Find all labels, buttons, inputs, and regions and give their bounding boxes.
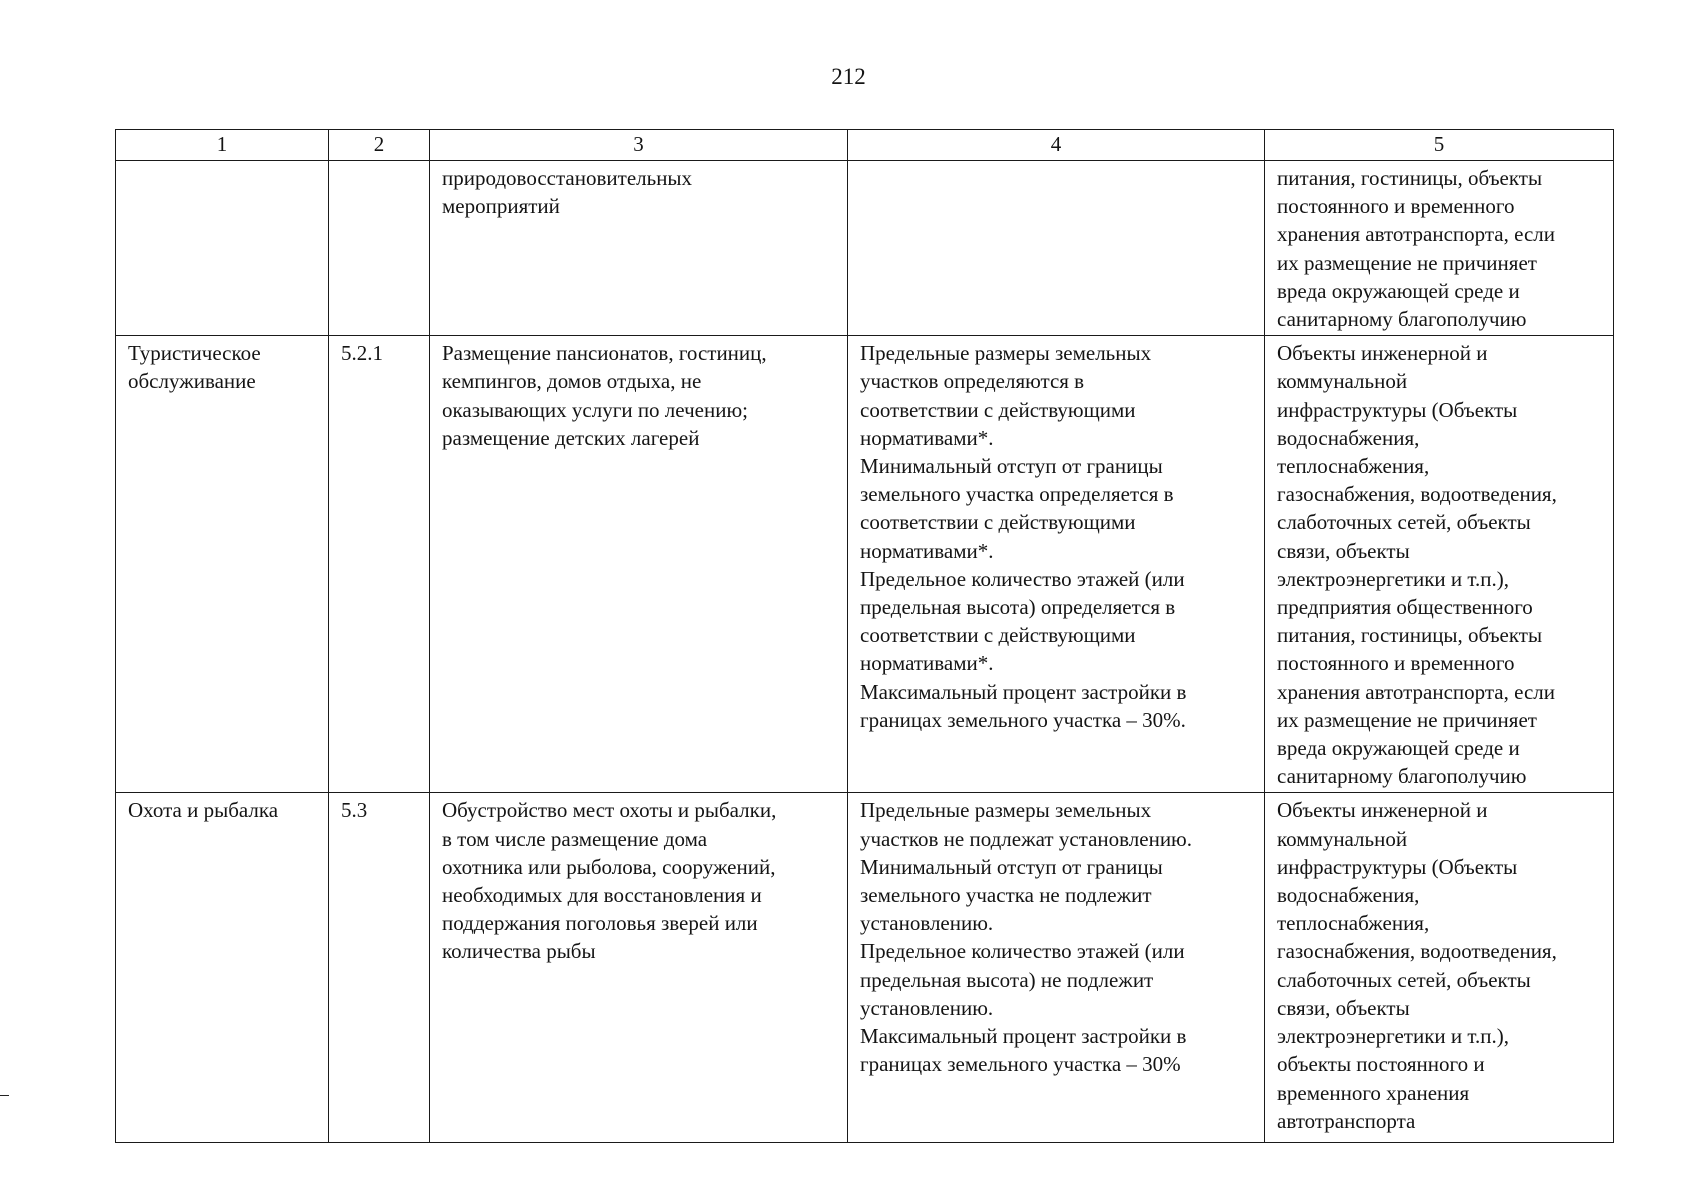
header-col-3: 3 <box>430 130 848 161</box>
cell-auxiliary-uses: Объекты инженерной и коммунальной инфраструктуры (Объекты водоснабжения, теплоснабжения, газоснабжения, водоотведения, слаботочных сетей, объекты связи, объекты электроэнергетики и т.п.), предприятия общественного питания, гостиницы, объекты постоянного и временного хранения автотранспорта, если их размещение не причиняет вреда окружающей среде и санитарному благополучию <box>1265 336 1614 793</box>
cell-use-description: природовосстановительных мероприятий <box>430 161 848 336</box>
cell-use-code: 5.3 <box>329 793 430 1143</box>
cell-use-code: 5.2.1 <box>329 336 430 793</box>
cell-auxiliary-uses: Объекты инженерной и коммунальной инфраструктуры (Объекты водоснабжения, теплоснабжения, газоснабжения, водоотведения, слаботочных сетей, объекты связи, объекты электроэнергетики и т.п.), объекты постоянного и временного хранения автотранспорта <box>1265 793 1614 1143</box>
table-header-row <box>116 130 1614 161</box>
cell-auxiliary-uses: питания, гостиницы, объекты постоянного и временного хранения автотранспорта, если их размещение не причиняет вреда окружающей среде и санитарному благополучию <box>1265 161 1614 336</box>
header-col-5: 5 <box>1265 130 1614 161</box>
header-col-1: 1 <box>116 130 329 161</box>
cell-use-name <box>116 161 329 336</box>
cell-parameters <box>848 161 1265 336</box>
page-number: 212 <box>831 64 866 89</box>
table-row <box>116 336 1614 793</box>
header-col-2: 2 <box>329 130 430 161</box>
cell-parameters: Предельные размеры земельных участков определяются в соответствии с действующими нормативами*. Минимальный отступ от границы земельного участка определяется в соответствии с действующими нормативами*. Предельное количество этажей (или предельная высота) определяется в соответствии с действующими нормативами*. Максимальный процент застройки в границах земельного участка – 30%. <box>848 336 1265 793</box>
land-use-table <box>115 129 1614 1143</box>
margin-mark <box>0 1095 9 1096</box>
cell-use-description: Размещение пансионатов, гостиниц, кемпингов, домов отдыха, не оказывающих услуги по лечению; размещение детских лагерей <box>430 336 848 793</box>
cell-use-name: Туристическое обслуживание <box>116 336 329 793</box>
cell-use-description: Обустройство мест охоты и рыбалки, в том числе размещение дома охотника или рыболова, сооружений, необходимых для восстановления и поддержания поголовья зверей или количества рыбы <box>430 793 848 1143</box>
table-row <box>116 793 1614 1143</box>
cell-use-name: Охота и рыбалка <box>116 793 329 1143</box>
cell-use-code <box>329 161 430 336</box>
cell-parameters: Предельные размеры земельных участков не подлежат установлению. Минимальный отступ от границы земельного участка не подлежит установлению. Предельное количество этажей (или предельная высота) не подлежит установлению. Максимальный процент застройки в границах земельного участка – 30% <box>848 793 1265 1143</box>
header-col-4: 4 <box>848 130 1265 161</box>
table-row <box>116 161 1614 336</box>
